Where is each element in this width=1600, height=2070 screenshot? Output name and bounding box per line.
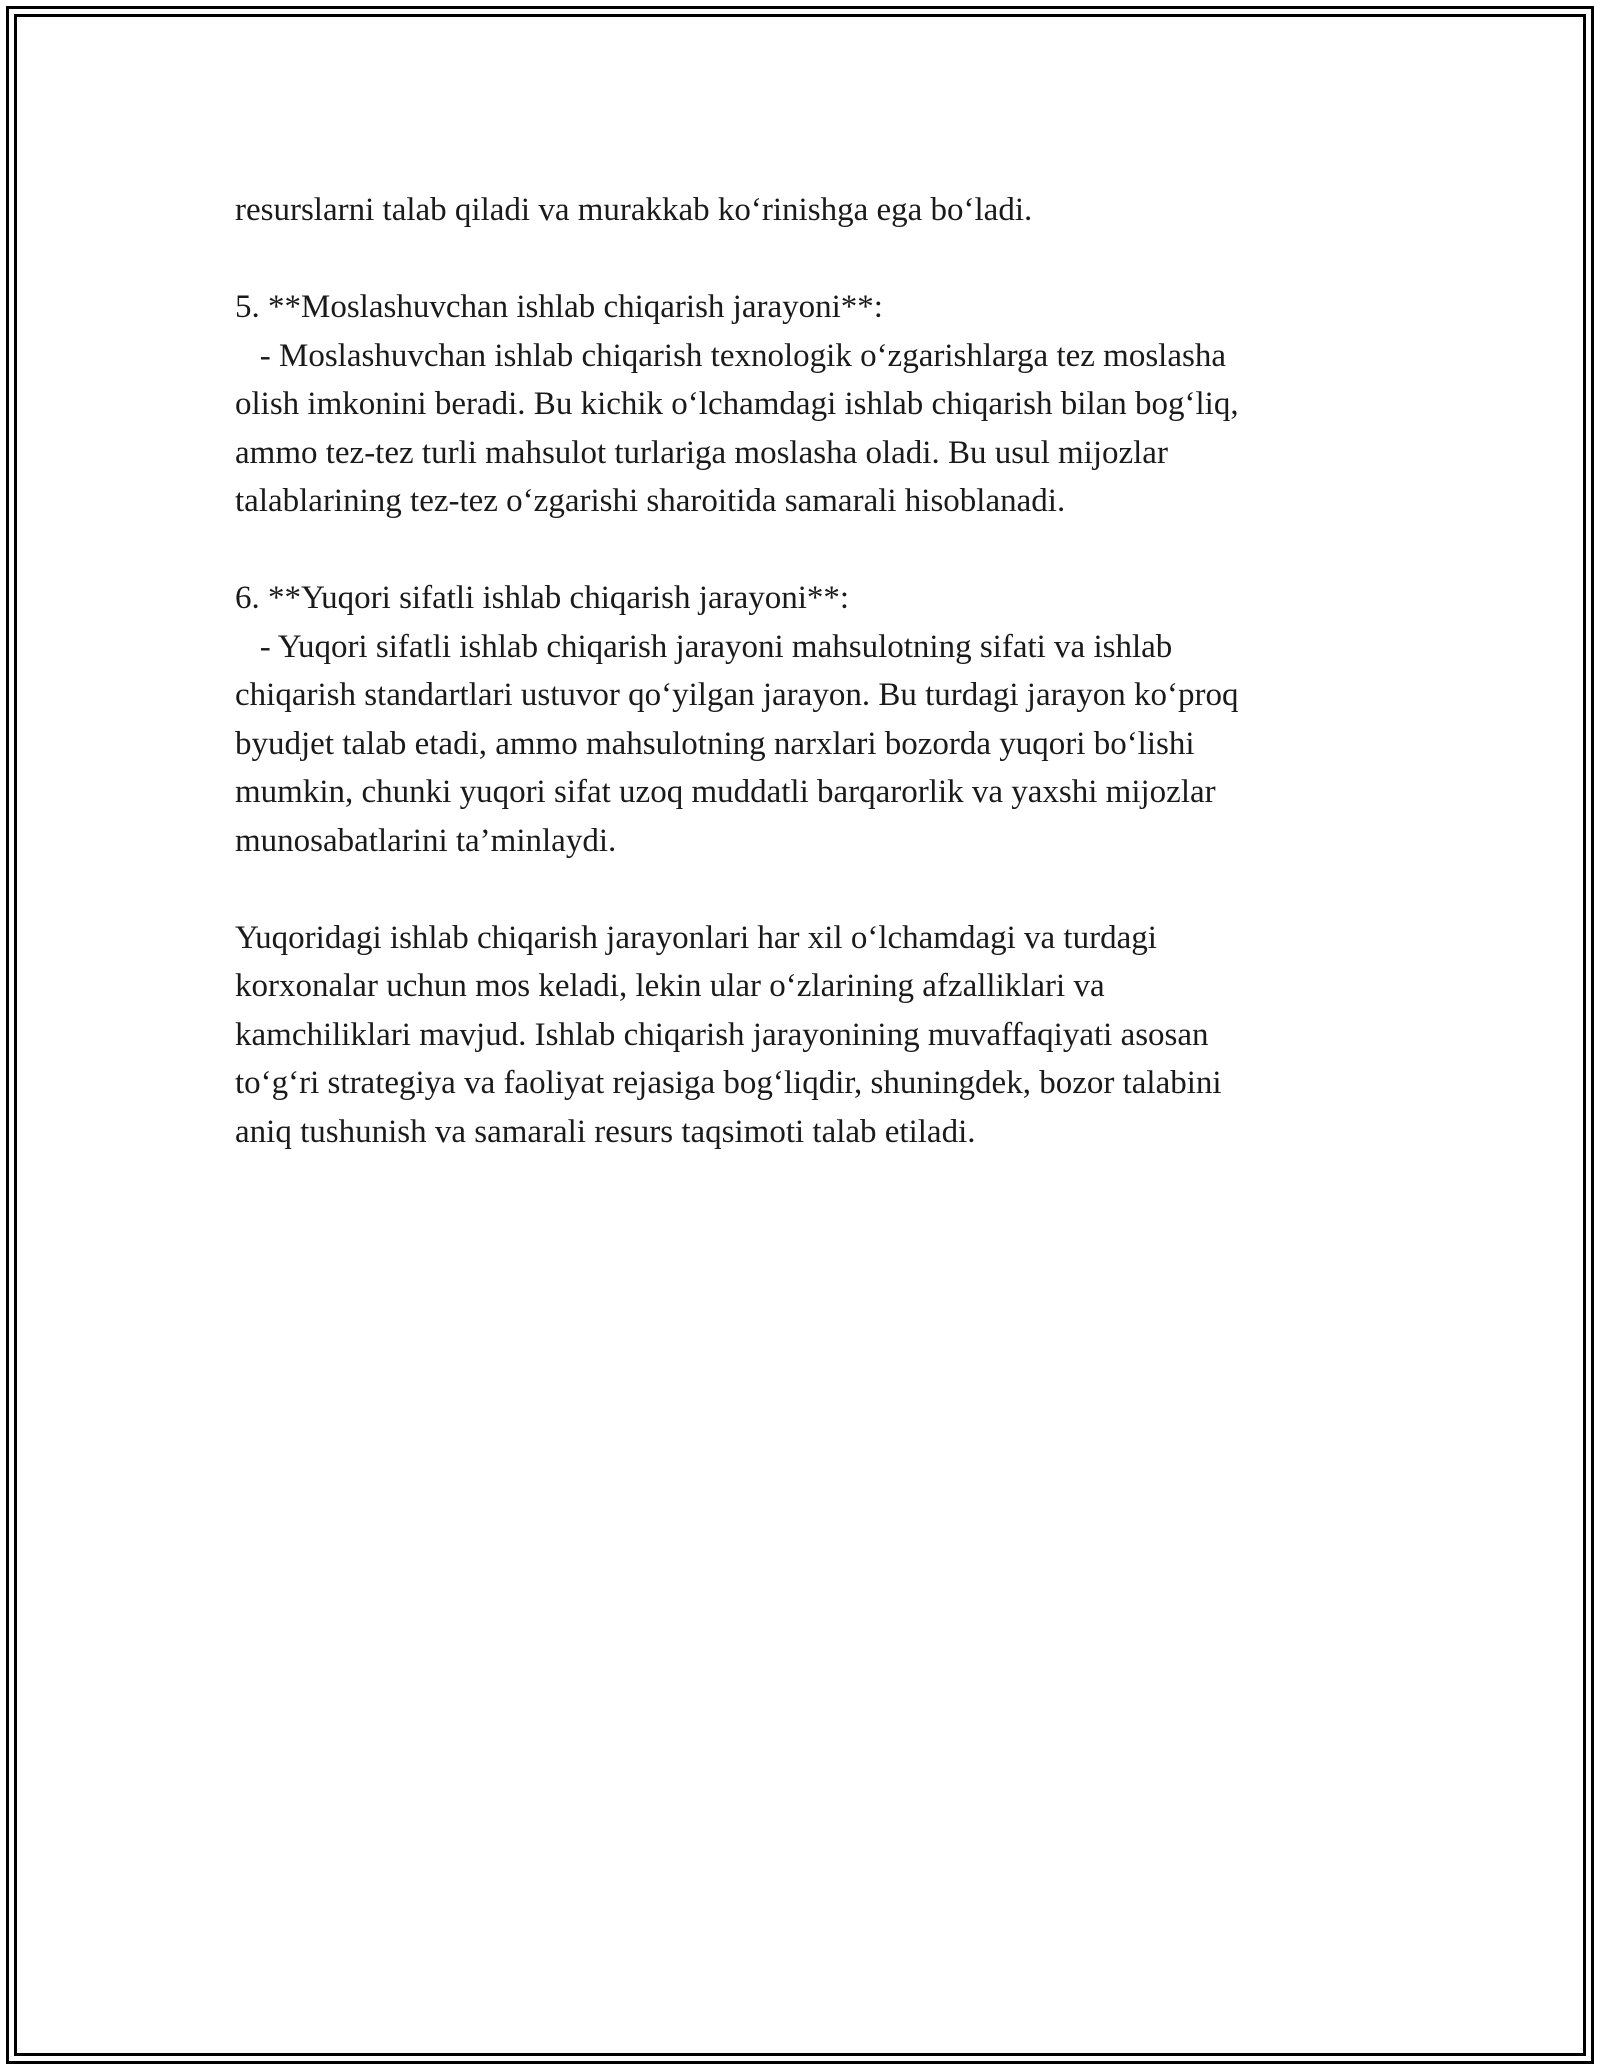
text-line: to‘g‘ri strategiya va faoliyat rejasiga bog‘liqdir, shuningdek, bozor talabini xyxy=(235,1065,1222,1101)
text-line: talablarining tez-tez o‘zgarishi sharoitida samarali hisoblanadi. xyxy=(235,483,1066,519)
paragraph-gap xyxy=(235,526,1395,575)
paragraph-item-6 xyxy=(235,574,1395,865)
paragraph-conclusion xyxy=(235,914,1395,1157)
text-line: munosabatlarini ta’minlaydi. xyxy=(235,822,617,859)
paragraph-continuation xyxy=(235,186,1395,235)
text-line: Yuqoridagi ishlab chiqarish jarayonlari har xil o‘lchamdagi va turdagi xyxy=(235,919,1157,956)
paragraph-gap xyxy=(235,865,1395,914)
item-heading: 5. **Moslashuvchan ishlab chiqarish jarayoni**: xyxy=(235,289,883,325)
text-line: kamchiliklari mavjud. Ishlab chiqarish jarayonining muvaffaqiyati asosan xyxy=(235,1016,1209,1053)
text-line: - Moslashuvchan ishlab chiqarish texnologik o‘zgarishlarga tez moslasha xyxy=(235,337,1226,374)
text-line: - Yuqori sifatli ishlab chiqarish jarayoni mahsulotning sifati va ishlab xyxy=(235,628,1173,665)
paragraph-gap xyxy=(235,235,1395,284)
text-line: byudjet talab etadi, ammo mahsulotning narxlari bozorda yuqori bo‘lishi xyxy=(235,725,1195,762)
text-line: ammo tez-tez turli mahsulot turlariga moslasha oladi. Bu usul mijozlar xyxy=(235,434,1168,471)
text-line: korxonalar uchun mos keladi, lekin ular o‘zlarining afzalliklari va xyxy=(235,968,1105,1004)
text-line: mumkin, chunki yuqori sifat uzoq muddatli barqarorlik va yaxshi mijozlar xyxy=(235,774,1216,810)
paragraph-item-5 xyxy=(235,283,1395,526)
item-heading: 6. **Yuqori sifatli ishlab chiqarish jarayoni**: xyxy=(235,580,850,616)
text-line: aniq tushunish va samarali resurs taqsimoti talab etiladi. xyxy=(235,1113,976,1150)
text-line: olish imkonini beradi. Bu kichik o‘lchamdagi ishlab chiqarish bilan bog‘liq, xyxy=(235,386,1239,422)
document-body xyxy=(235,186,1395,1156)
text-line: chiqarish standartlari ustuvor qo‘yilgan jarayon. Bu turdagi jarayon ko‘proq xyxy=(235,677,1239,713)
text-line: resurslarni talab qiladi va murakkab ko‘rinishga ega bo‘ladi. xyxy=(235,192,1033,228)
